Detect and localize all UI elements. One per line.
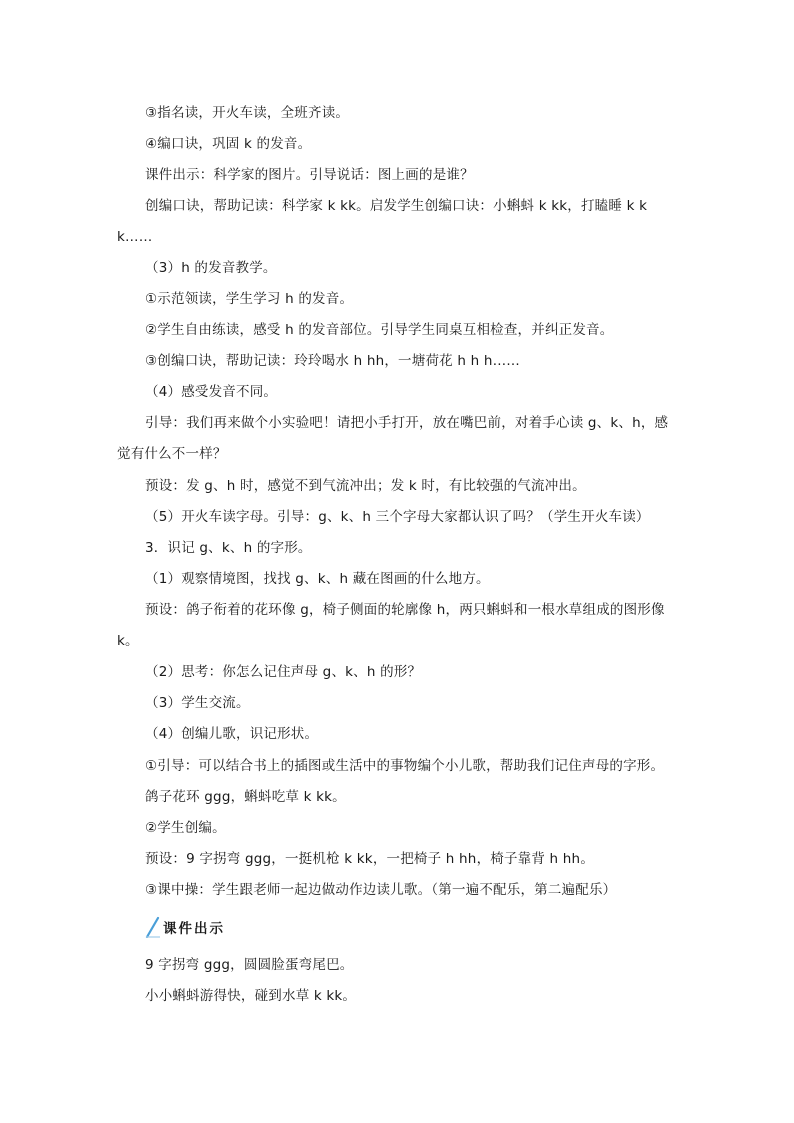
paragraph-line: ③创编口诀，帮助记读：玲玲喝水 h hh，一塘荷花 h h h…… (145, 353, 520, 369)
paragraph-line: 预设：9 字拐弯 ggg，一挺机枪 k kk，一把椅子 h hh，椅子靠背 h hh。 (145, 851, 595, 867)
paragraph-line: （2）思考：你怎么记住声母 g、k、h 的形？ (145, 664, 422, 680)
paragraph-line: ②学生自由练读，感受 h 的发音部位。引导学生同桌互相检查，并纠正发音。 (145, 322, 614, 338)
paragraph-line: 预设：鸽子衔着的花环像 g，椅子侧面的轮廓像 h，两只蝌蚪和一根水草组成的图形像 (145, 602, 665, 618)
paragraph-line: 课件出示：科学家的图片。引导说话：图上画的是谁？ (145, 167, 474, 183)
pencil-icon (145, 916, 161, 938)
paragraph-line: 觉有什么不一样？ (117, 446, 227, 462)
paragraph-line: 引导：我们再来做个小实验吧！请把小手打开，放在嘴巴前，对着手心读 g、k、h，感 (145, 415, 669, 431)
paragraph-line: 3．识记 g、k、h 的字形。 (145, 540, 312, 556)
paragraph-line: （3）h 的发音教学。 (145, 260, 277, 276)
paragraph-line: （5）开火车读字母。引导：g、k、h 三个字母大家都认识了吗？（学生开火车读） (145, 509, 650, 525)
paragraph-line: （1）观察情境图，找找 g、k、h 藏在图画的什么地方。 (145, 571, 490, 587)
courseware-badge-label: 课件出示 (163, 921, 225, 937)
paragraph-line: （4）感受发音不同。 (145, 384, 278, 400)
paragraph-line: 预设：发 g、h 时，感觉不到气流冲出；发 k 时，有比较强的气流冲出。 (145, 478, 586, 494)
paragraph-line: （4）创编儿歌，识记形状。 (145, 726, 319, 742)
paragraph-line: ①示范领读，学生学习 h 的发音。 (145, 291, 354, 307)
rhyme-line: 9 字拐弯 ggg，圆圆脸蛋弯尾巴。 (145, 957, 354, 973)
paragraph-line: （3）学生交流。 (145, 695, 250, 711)
paragraph-line: ③课中操：学生跟老师一起边做动作边读儿歌。（第一遍不配乐，第二遍配乐） (145, 882, 617, 898)
rhyme-line: 小小蝌蚪游得快，碰到水草 k kk。 (145, 988, 357, 1004)
courseware-badge (145, 915, 225, 939)
paragraph-line: 鸽子花环 ggg，蝌蚪吃草 k kk。 (145, 789, 346, 805)
paragraph-line: ②学生创编。 (145, 820, 226, 836)
paragraph-line: k…… (117, 229, 153, 245)
paragraph-line: 创编口诀，帮助记读：科学家 k kk。启发学生创编口诀：小蝌蚪 k kk，打瞌睡 k k (145, 198, 648, 214)
paragraph-line: ④编口诀，巩固 k 的发音。 (145, 136, 312, 152)
paragraph-line: ③指名读，开火车读，全班齐读。 (145, 105, 350, 121)
paragraph-line: k。 (117, 633, 139, 649)
paragraph-line: ①引导：可以结合书上的插图或生活中的事物编个小儿歌，帮助我们记住声母的字形。 (145, 758, 665, 774)
